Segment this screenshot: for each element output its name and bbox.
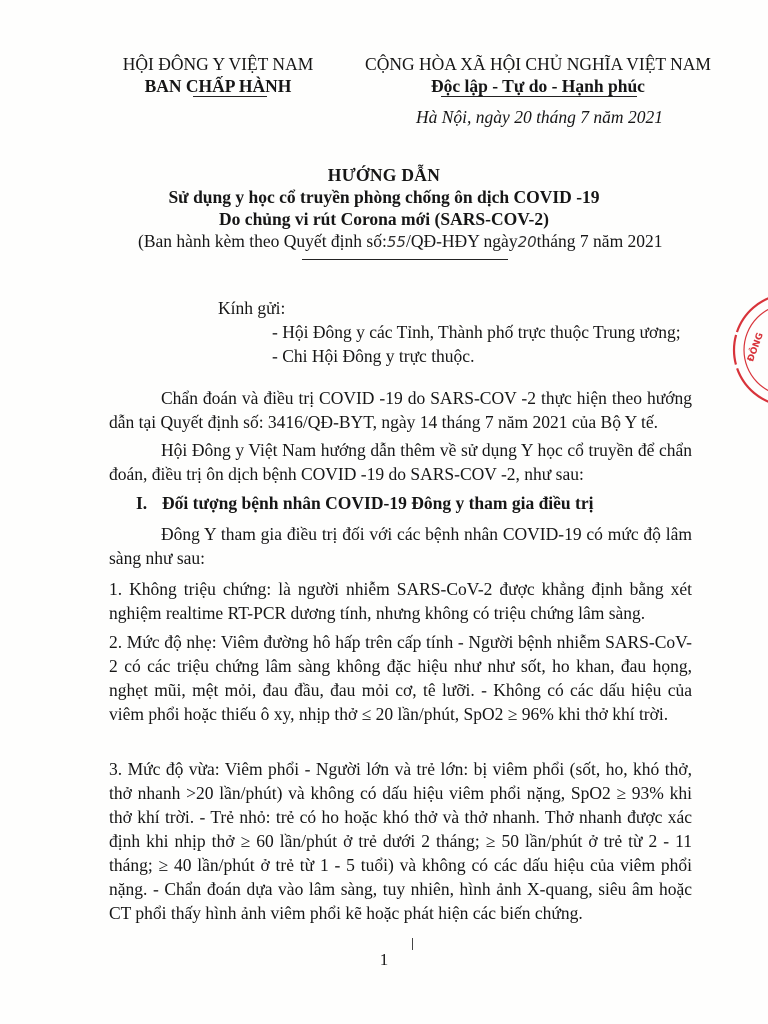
list-item: 2. Mức độ nhẹ: Viêm đường hô hấp trên cấp tính - Người bệnh nhiễm SARS-CoV-2 có các triệu chứng lâm sàng không đặc hiệu như như sốt, ho khan, đau họng, nghẹt mũi, mệt mỏi, đau đầu, đau mỏi cơ, tê lưỡi. - Không có các dấu hiệu của viêm phổi hoặc thiếu ô xy, nhịp thở ≤ 20 lần/phút, SpO2 ≥ 96% khi thở khí trời. — [109, 632, 692, 724]
handwritten-decision-number: 55 — [386, 233, 406, 251]
org-underline — [193, 96, 267, 97]
handwritten-day: 20 — [517, 233, 537, 251]
stamp-text: ĐÔNG — [746, 331, 766, 364]
document-subject: Sử dụng y học cổ truyền phòng chống ôn dịch COVID -19 — [168, 187, 600, 207]
red-seal-stamp — [728, 290, 768, 410]
country-name: CỘNG HÒA XÃ HỘI CHỦ NGHĨA VIỆT NAM — [365, 54, 711, 74]
national-motto: Độc lập - Tự do - Hạnh phúc — [431, 76, 645, 96]
issuance-reference: (Ban hành kèm theo Quyết định số:55/QĐ-HĐY ngày20tháng 7 năm 2021 — [138, 231, 663, 251]
document-date: Hà Nội, ngày 20 tháng 7 năm 2021 — [416, 107, 663, 127]
recipient-item: - Hội Đông y các Tỉnh, Thành phố trực thuộc Trung ương; — [272, 322, 681, 342]
motto-underline — [441, 96, 637, 97]
title-divider — [302, 259, 508, 260]
list-item: 1. Không triệu chứng: là người nhiễm SARS-CoV-2 được khẳng định bằng xét nghiệm realtime RT-PCR dương tính, nhưng không có triệu chứng lâm sàng. — [109, 579, 692, 623]
list-item: 3. Mức độ vừa: Viêm phổi - Người lớn và trẻ lớn: bị viêm phổi (sốt, ho, khó thở, thở nhanh >20 lần/phút) và không có dấu hiệu viêm phổi nặng, SpO2 ≥ 93% khi thở khí trời. - Trẻ nhỏ: trẻ có ho hoặc khó thở và thở nhanh. Thở nhanh được xác định khi nhịp thở ≥ 60 lần/phút ở trẻ dưới 2 tháng; ≥ 50 lần/phút ở trẻ từ 2 - 11 tháng; ≥ 40 lần/phút ở trẻ từ 1 - 5 tuổi) và không có các dấu hiệu của viêm phổi nặng. - Chẩn đoán dựa vào lâm sàng, tuy nhiên, hình ảnh X-quang, siêu âm hoặc CT phổi thấy hình ảnh viêm phổi kẽ hoặc phát hiện các biến chứng. — [109, 759, 692, 923]
body-paragraph: Hội Đông y Việt Nam hướng dẫn thêm về sử dụng Y học cổ truyền để chẩn đoán, điều trị ôn dịch bệnh COVID -19 do SARS-COV -2, như sau: — [109, 440, 692, 484]
section-heading — [136, 493, 594, 514]
national-header — [362, 53, 714, 97]
issuing-organization — [120, 53, 316, 97]
org-department: BAN CHẤP HÀNH — [144, 76, 292, 96]
document-subject-line2: Do chủng vi rút Corona mới (SARS-COV-2) — [219, 209, 549, 229]
section-number: I. — [136, 493, 148, 513]
greeting: Kính gửi: — [218, 298, 286, 318]
body-paragraph: Chẩn đoán và điều trị COVID -19 do SARS-COV -2 thực hiện theo hướng dẫn tại Quyết định số: 3416/QĐ-BYT, ngày 14 tháng 7 năm 2021 của Bộ Y tế. — [109, 388, 692, 432]
recipient-item: - Chi Hội Đông y trực thuộc. — [272, 346, 475, 366]
section-title: Đối tượng bệnh nhân COVID-19 Đông y tham gia điều trị — [162, 493, 594, 513]
document-type: HƯỚNG DẪN — [327, 165, 441, 185]
page-number: 1 — [379, 950, 389, 969]
body-paragraph: Đông Y tham gia điều trị đối với các bệnh nhân COVID-19 có mức độ lâm sàng như sau: — [109, 524, 692, 568]
page-mark — [412, 938, 413, 950]
org-name: HỘI ĐÔNG Y VIỆT NAM — [122, 54, 314, 74]
